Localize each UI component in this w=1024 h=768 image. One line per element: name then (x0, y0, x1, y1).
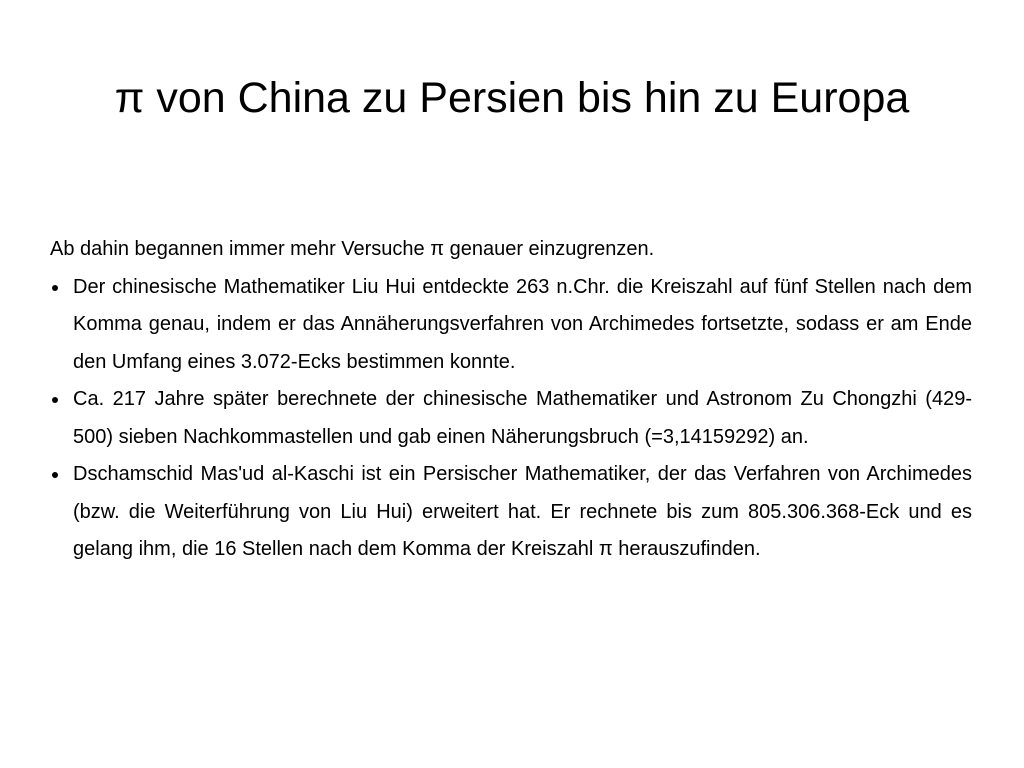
slide-content (50, 231, 972, 569)
bullet-text: Der chinesische Mathematiker Liu Hui entdeckte 263 n.Chr. die Kreiszahl auf fünf Stellen nach dem Komma genau, indem er das Annäherungsverfahren von Archimedes fortsetzte, sodass er am Ende den Umfang eines 3.072-Ecks bestimmen konnte. (73, 275, 972, 373)
intro-text: Ab dahin begannen immer mehr Versuche π genauer einzugrenzen. (50, 238, 655, 260)
bullet-dot-icon (52, 472, 58, 478)
bullet-text: Dschamschid Mas'ud al-Kaschi ist ein Persischer Mathematiker, der das Verfahren von Archimedes (bzw. die Weiterführung von Liu Hui) erweitert hat. Er rechnete bis zum 805.306.368-Eck und es gelang ihm, die 16 Stellen nach dem Komma der Kreiszahl π herauszufinden. (73, 463, 972, 560)
bullet-item-zu-chongzhi (50, 381, 972, 456)
bullet-text: Ca. 217 Jahre später berechnete der chinesische Mathematiker und Astronom Zu Chongzhi (429-500) sieben Nachkommastellen und gab einen Näherungsbruch (=3,14159292) an. (73, 388, 972, 448)
bullet-item-liu-hui (50, 269, 972, 382)
bullet-dot-icon (52, 397, 58, 403)
bullet-dot-icon (52, 285, 58, 291)
bullet-list (50, 269, 972, 569)
bullet-item-al-kaschi (50, 456, 972, 569)
slide-title: π von China zu Persien bis hin zu Europa (114, 74, 910, 122)
